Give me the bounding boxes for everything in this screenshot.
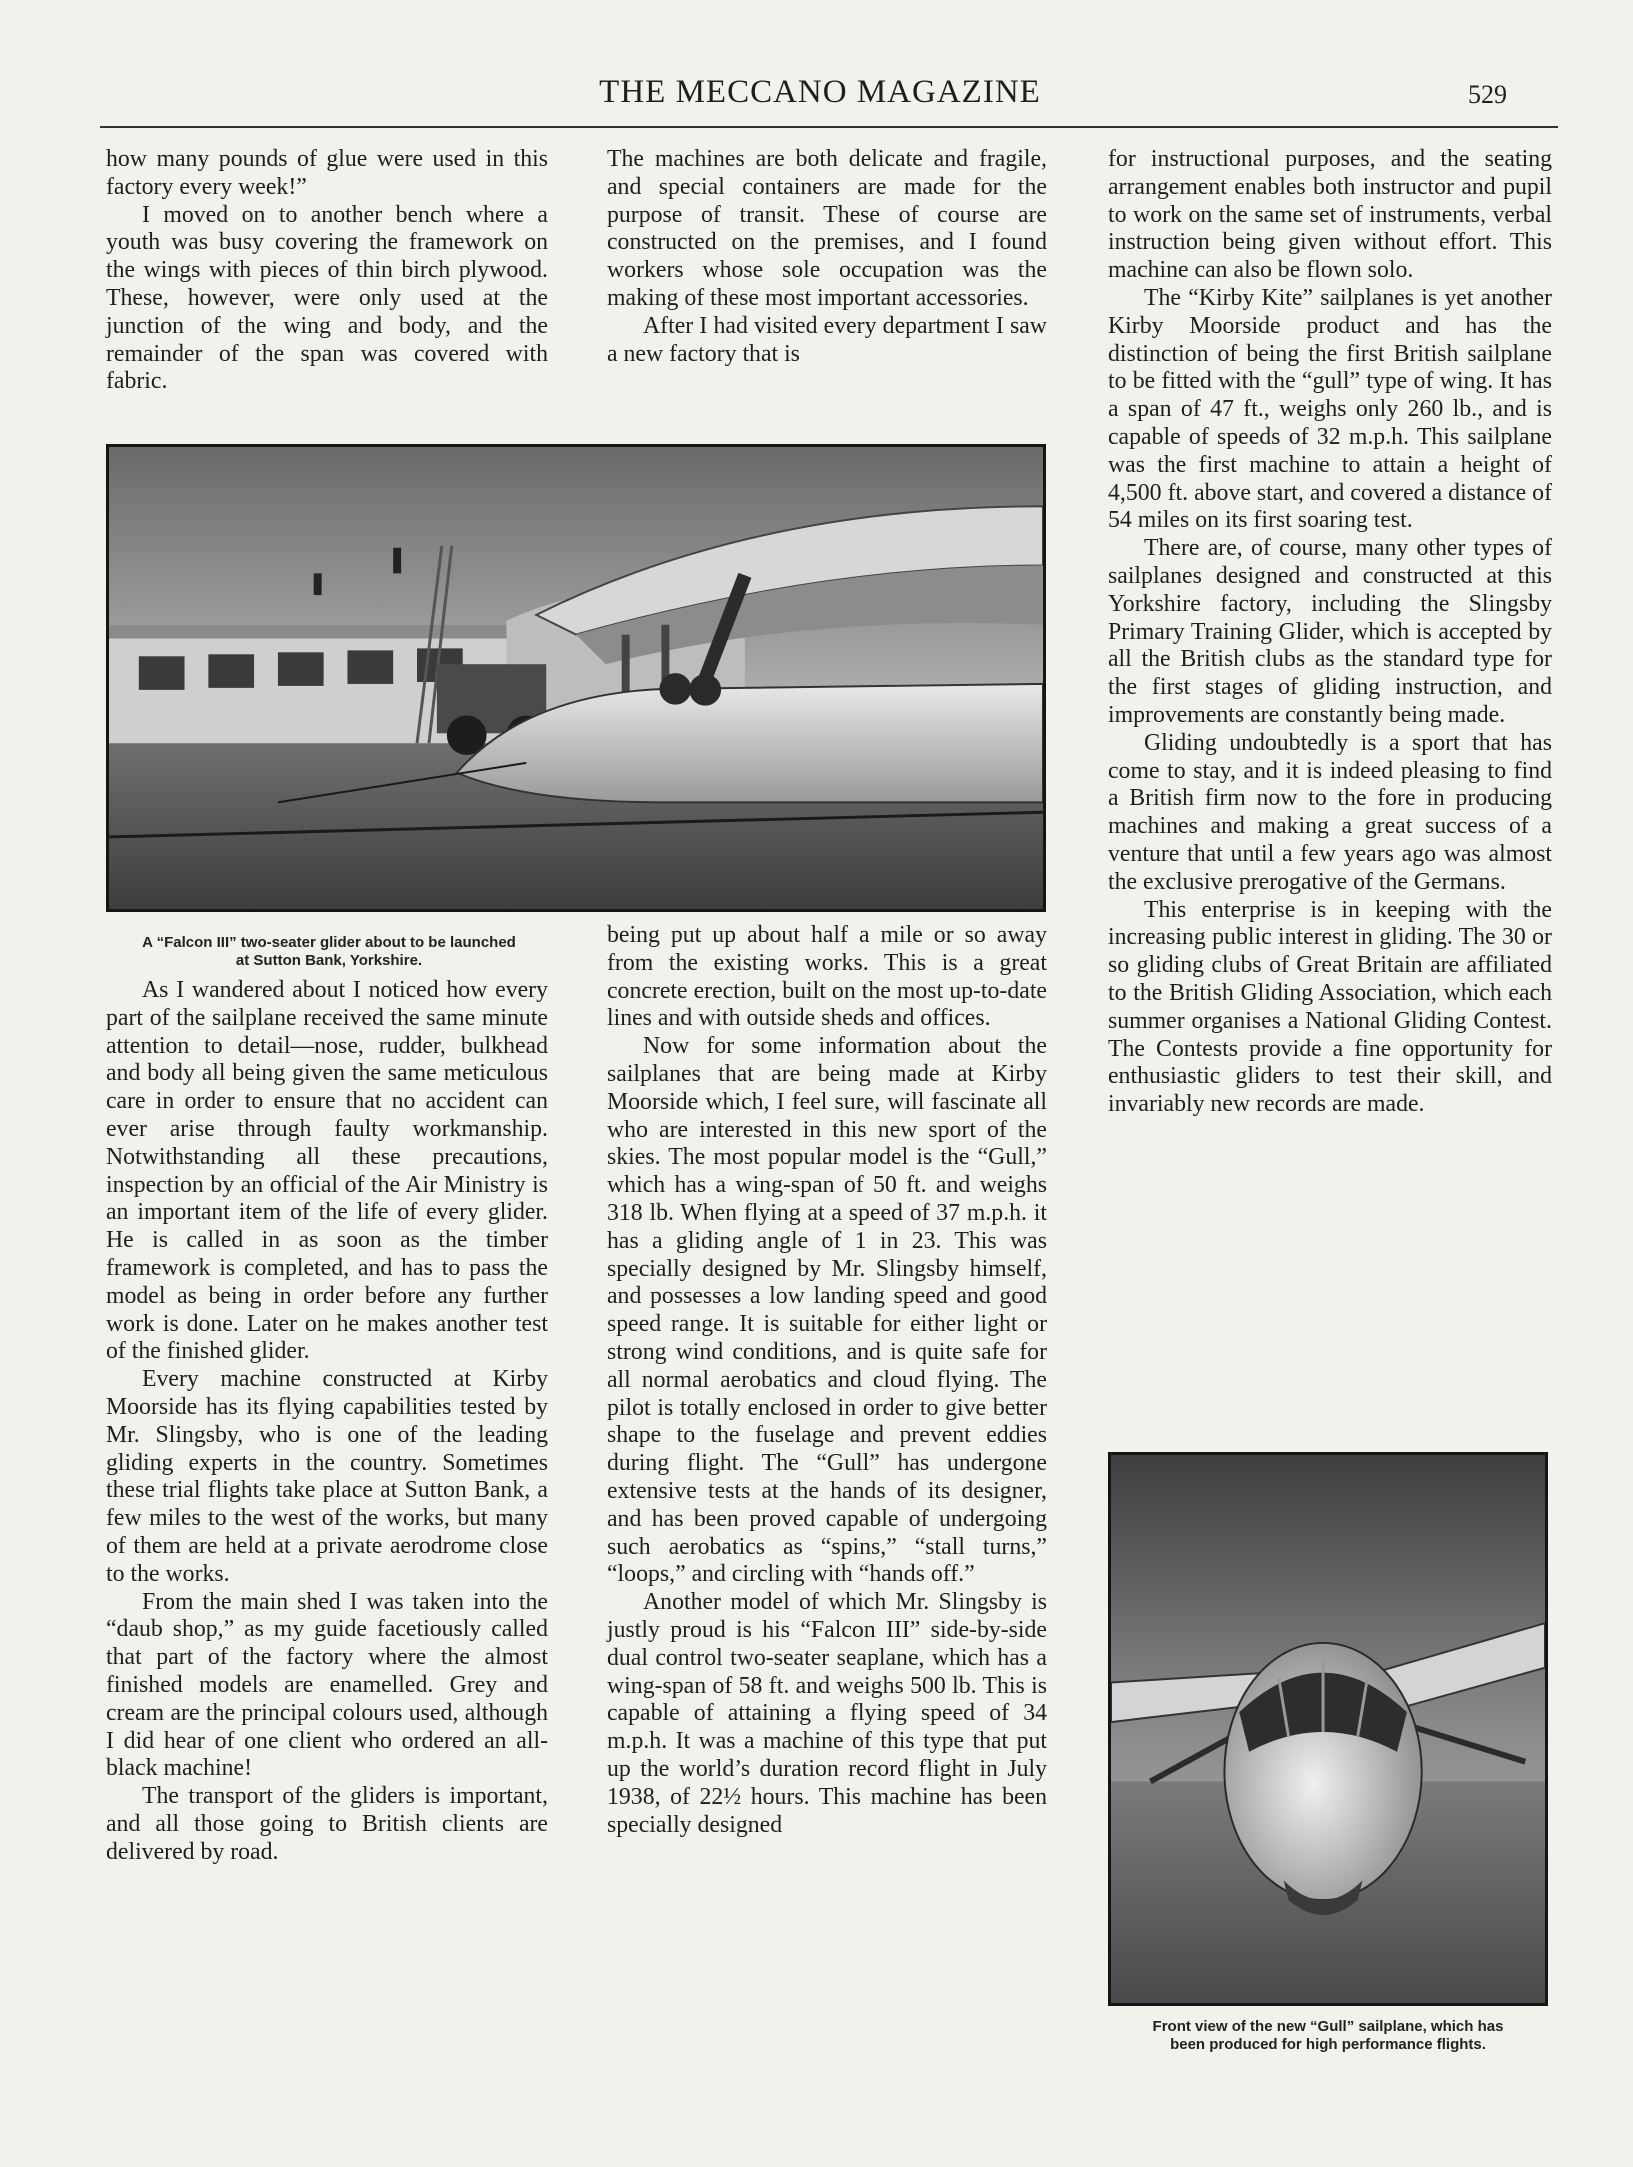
paragraph: From the main shed I was taken into the “daub shop,” as my guide facetiously called that part of the factory where the almost finished models are enamelled. Grey and cream are the principal colours used, although I did hear of one client who ordered an all-black machine! bbox=[106, 1588, 548, 1782]
paragraph: Another model of which Mr. Slingsby is justly proud is his “Falcon III” side-by-side dual control two-seater seaplane, which has a wing-span of 58 ft. and weighs 500 lb. This is capable of attaining a flying speed of 34 m.p.h. It was a machine of this type that put up the world’s duration record flight in July 1938, of 22½ hours. This machine has been specially designed bbox=[607, 1589, 1047, 1838]
magazine-title: THE MECCANO MAGAZINE bbox=[599, 74, 1041, 110]
column1-top bbox=[106, 146, 548, 396]
paragraph: being put up about half a mile or so away from the existing works. This is a great concrete erection, built on the most up-to-date lines and with outside sheds and offices. bbox=[607, 922, 1047, 1032]
paragraph: There are, of course, many other types of sailplanes designed and constructed at this Yorkshire factory, including the Slingsby Primary Training Glider, which is accepted by all the British clubs as the standard type for the first stages of gliding instruction, and improvements are constantly being made. bbox=[1108, 535, 1552, 728]
gull-sailplane-image bbox=[1111, 1455, 1545, 2003]
paragraph: how many pounds of glue were used in this factory every week!” bbox=[106, 146, 548, 200]
caption-line: at Sutton Bank, Yorkshire. bbox=[235, 952, 423, 969]
paragraph: Now for some information about the sailplanes that are being made at Kirby Moorside which, I feel sure, will fascinate all who are interested in this new sport of the skies. The most popular model is the “Gull,” which has a wing-span of 50 ft. and weighs 318 lb. When flying at a speed of 37 m.p.h. it has a gliding angle of 1 in 23. This was specially designed by Mr. Slingsby himself, and possesses a low landing speed and good speed range. It is suitable for either light or strong wind conditions, and is quite safe for all normal aerobatics and cloud flying. The pilot is totally enclosed in order to give better shape to the fuselage and prevent eddies during flight. The “Gull” has undergone extensive tests at the hands of its designer, and has been proved capable of undergoing such aerobatics as “spins,” “stall turns,” “loops,” and circling with “hands off.” bbox=[607, 1033, 1047, 1588]
caption-line: Front view of the new “Gull” sailplane, which has bbox=[1152, 2018, 1504, 2035]
paragraph: I moved on to another bench where a youth was busy covering the framework on the wings with pieces of thin birch plywood. These, however, were only used at the junction of the wing and body, and the remainder of the span was covered with fabric. bbox=[106, 201, 548, 395]
paragraph: Every machine constructed at Kirby Moorside has its flying capabilities tested by Mr. Slingsby, who is one of the leading gliding experts in the country. Sometimes these trial flights take place at Sutton Bank, a few miles to the west of the works, but many of them are held at a private aerodrome close to the works. bbox=[106, 1366, 548, 1587]
gull-sailplane-photo bbox=[1108, 1452, 1548, 2006]
falcon-glider-image bbox=[109, 447, 1043, 909]
column1-bottom bbox=[106, 977, 548, 1867]
caption-line: A “Falcon III” two-seater glider about to be launched bbox=[142, 934, 516, 951]
caption-line: been produced for high performance flights. bbox=[1170, 2036, 1486, 2053]
header-rule bbox=[100, 126, 1558, 128]
paragraph: for instructional purposes, and the seating arrangement enables both instructor and pupil to work on the same set of instruments, verbal instruction being given without effort. This machine can also be flown solo. bbox=[1108, 146, 1552, 284]
column2-bottom bbox=[607, 922, 1047, 1839]
paragraph: After I had visited every department I saw a new factory that is bbox=[607, 312, 1047, 367]
falcon-photo-caption bbox=[106, 934, 552, 970]
column3 bbox=[1108, 146, 1552, 1119]
column2-top bbox=[607, 146, 1047, 368]
paragraph: The transport of the gliders is important, and all those going to British clients are delivered by road. bbox=[106, 1783, 548, 1865]
paragraph: The “Kirby Kite” sailplanes is yet another Kirby Moorside product and has the distinction of being the first British sailplane to be fitted with the “gull” type of wing. It has a span of 47 ft., weighs only 260 lb., and is capable of speeds of 32 m.p.h. This sailplane was the first machine to attain a height of 4,500 ft. above start, and covered a distance of 54 miles on its first soaring test. bbox=[1108, 284, 1552, 534]
falcon-glider-photo bbox=[106, 444, 1046, 912]
paragraph: This enterprise is in keeping with the increasing public interest in gliding. The 30 or so gliding clubs of Great Britain are affiliated to the British Gliding Association, which each summer organises a National Gliding Contest. The Contests provide a fine opportunity for enthusiastic gliders to test their skill, and invariably new records are made. bbox=[1108, 896, 1552, 1118]
paragraph: Gliding undoubtedly is a sport that has come to stay, and it is indeed pleasing to find a British firm now to the fore in producing machines and making a great success of a venture that until a few years ago was almost the exclusive prerogative of the Germans. bbox=[1108, 729, 1552, 895]
gull-photo-caption bbox=[1100, 2018, 1556, 2054]
paragraph: The machines are both delicate and fragile, and special containers are made for the purpose of transit. These of course are constructed on the premises, and I found workers whose sole occupation was the making of these most important accessories. bbox=[607, 146, 1047, 311]
paragraph: As I wandered about I noticed how every part of the sailplane received the same minute attention to detail—nose, rudder, bulkhead and body all being given the same meticulous care in order to ensure that no accident can ever arise through faulty workmanship. Notwithstanding all these precautions, inspection by an official of the Air Ministry is an important item of the life of every glider. He is called in as soon as the timber framework is completed, and has to pass the model as being in order before any further work is done. Later on he makes another test of the finished glider. bbox=[106, 977, 548, 1365]
page-number: 529 bbox=[1468, 80, 1507, 109]
